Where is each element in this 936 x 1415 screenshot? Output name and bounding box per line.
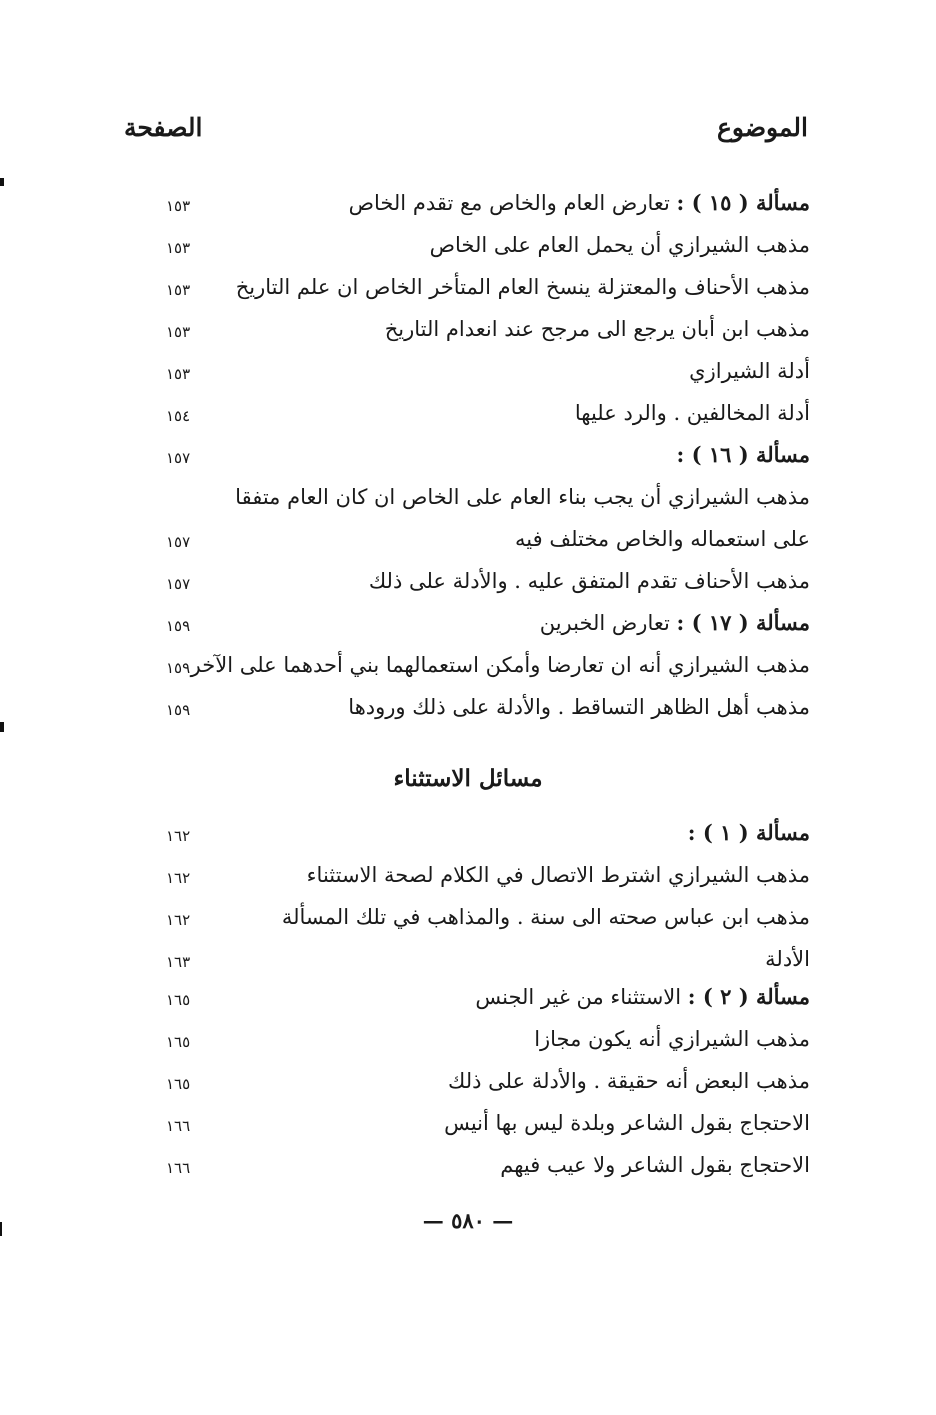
entry-page: ١٦٥ [166,1075,191,1093]
toc-row [0,311,936,353]
entry-text: مذهب الشيرازي أن يحمل العام على الخاص [429,233,810,257]
entry-page: ١٦٥ [166,1033,191,1051]
scan-edge-mark [0,722,4,732]
entry-page: ١٥٧ [166,449,191,467]
toc-row [0,899,936,941]
issue-label: مسألة ( ١٧ ) : [676,610,810,635]
issue-label: مسألة ( ١٥ ) : [676,190,810,215]
entry-page: ١٥٧ [166,533,191,551]
entry-text: تعارض الخبرين [539,611,670,635]
issue-label: مسألة ( ٢ ) : [687,984,810,1009]
toc-row [0,1105,936,1147]
toc-row [0,185,936,227]
toc-row [0,521,936,563]
scan-edge-mark [0,1222,2,1236]
table-of-contents [0,185,936,1189]
toc-row [0,1147,936,1189]
toc-row [0,979,936,1021]
entry-page: ١٦٢ [166,911,191,929]
entry-page: ١٥٣ [166,323,191,341]
entry-text: مذهب أهل الظاهر التساقط . والأدلة على ذلك ورودها [348,695,810,719]
toc-row [0,269,936,311]
toc-row [0,1021,936,1063]
entry-page: ١٦٢ [166,827,191,845]
toc-row [0,479,936,521]
entry-text: أدلة المخالفين . والرد عليها [574,401,810,425]
entry-text: تعارض العام والخاص مع تقدم الخاص [348,191,670,215]
scan-edge-mark [0,178,4,186]
entry-page: ١٥٣ [166,365,191,383]
section-heading [0,731,936,815]
toc-row [0,815,936,857]
column-header-topic: الموضوع [717,113,808,142]
toc-row [0,689,936,731]
entry-text: مذهب ابن عباس صحته الى سنة . والمذاهب في تلك المسألة [281,905,810,929]
page-number: — ٥٨٠ — [422,1208,514,1233]
column-header-page: الصفحة [124,113,203,142]
entry-text: مذهب الشيرازي أنه يكون مجازا [534,1027,810,1051]
issue-label: مسألة ( ١ ) : [687,820,810,845]
entry-text: أدلة الشيرازي [689,359,810,383]
entry-page: ١٥٩ [166,617,191,635]
section-title: مسائل الاستثناء [393,765,543,792]
toc-row [0,227,936,269]
toc-row [0,647,936,689]
toc-row [0,857,936,899]
entry-text: مذهب ابن أبان يرجع الى مرجح عند انعدام التاريخ [384,317,810,341]
entry-page: ١٦٦ [166,1117,191,1135]
toc-row [0,1063,936,1105]
issue-label: مسألة ( ١٦ ) : [676,442,810,467]
entry-page: ١٦٦ [166,1159,191,1177]
toc-row [0,395,936,437]
entry-text: الاستثناء من غير الجنس [475,985,682,1009]
entry-page: ١٥٣ [166,197,191,215]
entry-page: ١٥٧ [166,575,191,593]
entry-page: ١٦٣ [166,953,191,971]
toc-row [0,437,936,479]
entry-text: مذهب الشيرازي أن يجب بناء العام على الخاص ان كان العام متفقا [235,485,810,509]
entry-text: مذهب البعض أنه حقيقة . والأدلة على ذلك [448,1069,810,1093]
entry-text: مذهب الأحناف تقدم المتفق عليه . والأدلة على ذلك [368,569,810,593]
toc-row [0,353,936,395]
entry-text: الاحتجاج بقول الشاعر ولا عيب فيهم [500,1153,810,1177]
entry-text: مذهب الشيرازي أنه ان تعارضا وأمكن استعمالهما بني أحدهما على الآخر [190,653,810,677]
toc-row [0,941,936,979]
entry-page: ١٦٥ [166,991,191,1009]
toc-row [0,563,936,605]
entry-page: ١٥٤ [166,407,191,425]
entry-text: على استعماله والخاص مختلف فيه [515,527,810,551]
entry-page: ١٥٣ [166,239,191,257]
entry-page: ١٥٩ [166,659,191,677]
entry-page: ١٥٣ [166,281,191,299]
entry-text: الأدلة [765,947,810,971]
entry-page: ١٦٢ [166,869,191,887]
entry-text: مذهب الشيرازي اشترط الاتصال في الكلام لصحة الاستثناء [306,863,810,887]
entry-page: ١٥٩ [166,701,191,719]
entry-text: مذهب الأحناف والمعتزلة ينسخ العام المتأخر الخاص ان علم التاريخ [235,275,810,299]
entry-text: الاحتجاج بقول الشاعر وبلدة ليس بها أنيس [444,1111,810,1135]
toc-row [0,605,936,647]
